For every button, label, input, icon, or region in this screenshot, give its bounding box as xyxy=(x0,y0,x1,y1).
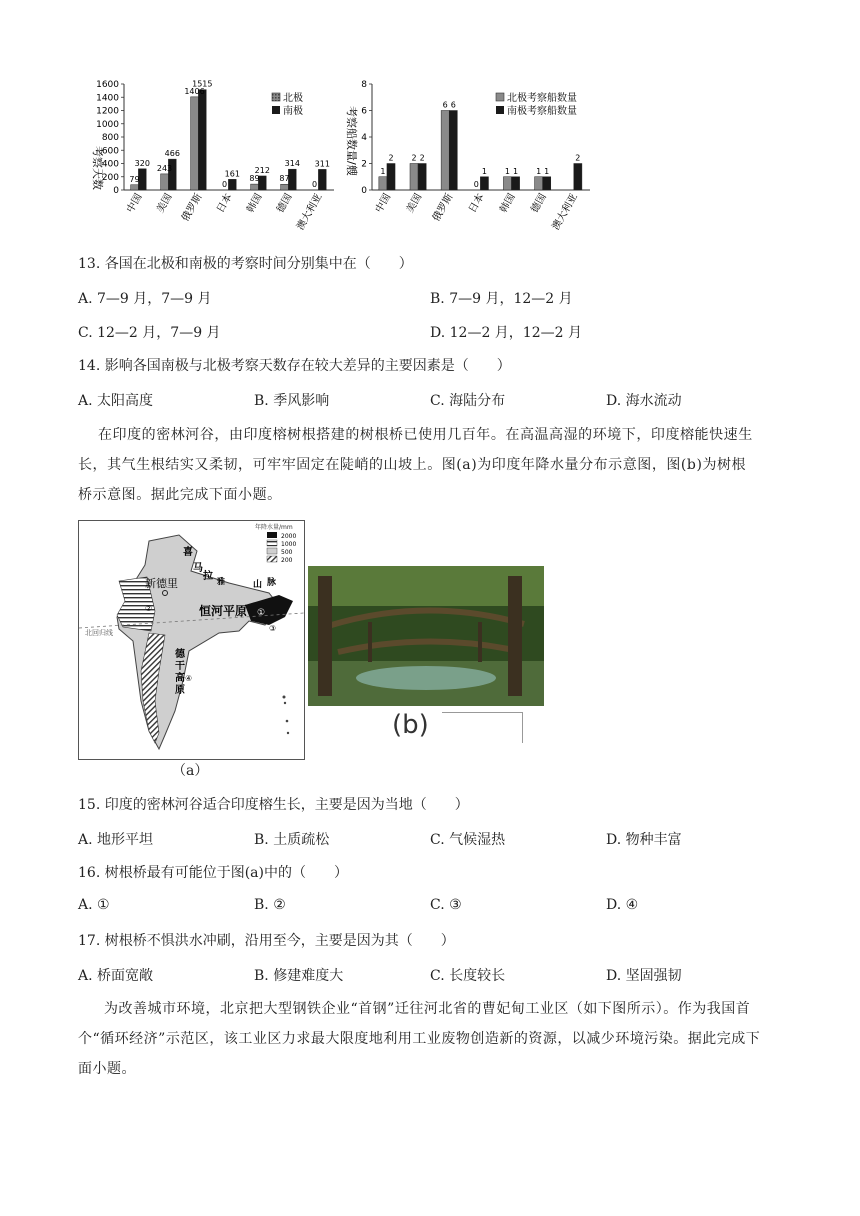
map-caption: （a） xyxy=(172,763,209,779)
passage2-line3: 面小题。 xyxy=(78,1061,136,1077)
c1-bar-1-3 xyxy=(228,179,236,190)
chart1-ylabel: 考察天数 xyxy=(91,146,104,190)
marker-2: ② xyxy=(145,604,153,613)
c1-value-label-1-0: 320 xyxy=(134,158,150,168)
label-tropic: 北回归线 xyxy=(85,629,113,637)
photo-caption: (b) xyxy=(392,710,429,740)
q16-option-b[interactable]: B. ② xyxy=(254,897,286,913)
c1-bar-0-4 xyxy=(251,184,259,190)
c2-category-label-1: 美国 xyxy=(404,192,425,215)
c1-ytick-label-2: 400 xyxy=(101,159,119,170)
label-mai: 脉 xyxy=(267,578,277,588)
map-legend xyxy=(255,523,296,564)
passage2-line1: 为改善城市环境，北京把大型钢铁企业“首钢”迁往河北省的曹妃甸工业区（如下图所示）。作为我国首 xyxy=(104,1001,751,1017)
c1-bar-0-2 xyxy=(191,97,199,190)
c1-category-label-1: 美国 xyxy=(155,192,175,215)
chart-ships xyxy=(342,76,602,236)
c2-value-label-1-0: 2 xyxy=(388,153,394,163)
c1-bar-0-5 xyxy=(281,184,289,190)
chart1-legend xyxy=(272,91,303,117)
q17-option-a[interactable]: A. 桥面宽敞 xyxy=(78,968,154,984)
c1-category-label-6: 澳大利亚 xyxy=(295,192,325,233)
q15-stem: 15. 印度的密林河谷适合印度榕生长，主要是因为当地（ ） xyxy=(78,797,469,813)
c1-value-label-1-4: 212 xyxy=(254,165,270,175)
q13-stem: 13. 各国在北极和南极的考察时间分别集中在（ ） xyxy=(78,256,413,272)
chart2-legend-south: 南极考察船数量 xyxy=(507,106,577,117)
passage1-line2: 长，其气生根结实又柔韧，可牢牢固定在陡峭的山坡上。图(a)为印度年降水量分布示意图，图(b)为树根 xyxy=(78,457,747,473)
c1-category-label-4: 韩国 xyxy=(245,192,265,215)
marker-1: ① xyxy=(257,608,266,618)
c2-category-label-4: 韩国 xyxy=(498,192,518,215)
c1-value-label-1-2: 1515 xyxy=(192,79,213,89)
label-gao: 高 xyxy=(175,673,185,684)
label-xi: 喜 xyxy=(183,547,193,558)
india-rainfall-map xyxy=(78,520,305,760)
c1-bar-0-0 xyxy=(131,185,139,190)
q17-stem: 17. 树根桥不惧洪水冲刷，沿用至今，主要是因为其（ ） xyxy=(78,933,455,949)
c2-value-label-1-1: 2 xyxy=(419,153,425,163)
q14-option-c[interactable]: C. 海陆分布 xyxy=(430,393,506,409)
c1-category-label-2: 俄罗斯 xyxy=(180,192,205,224)
q14-option-a[interactable]: A. 太阳高度 xyxy=(78,393,154,409)
c1-bar-0-1 xyxy=(161,174,169,190)
c2-bar-1-1 xyxy=(418,164,426,191)
c2-value-label-1-3: 1 xyxy=(481,166,487,176)
q15-option-a[interactable]: A. 地形平坦 xyxy=(78,832,154,848)
c2-bar-0-4 xyxy=(503,177,511,190)
q15-option-c[interactable]: C. 气候湿热 xyxy=(430,832,506,848)
c2-value-label-0-1: 2 xyxy=(411,153,417,163)
q13-option-c[interactable]: C. 12—2 月，7—9 月 xyxy=(78,325,221,341)
c1-bar-1-2 xyxy=(198,90,206,190)
q16-stem: 16. 树根桥最有可能位于图(a)中的（ ） xyxy=(78,865,348,881)
c2-ytick-label-4: 8 xyxy=(361,80,367,90)
root-bridge-photo xyxy=(308,566,544,706)
label-gan: 干 xyxy=(175,661,185,672)
c1-value-label-0-2: 1406 xyxy=(184,86,205,96)
map-legend-200: 200 xyxy=(281,557,293,564)
c2-bar-1-2 xyxy=(449,111,457,191)
c1-ytick-label-3: 600 xyxy=(101,146,119,157)
map-legend-2000: 2000 xyxy=(281,533,297,540)
c2-bar-1-5 xyxy=(543,177,551,190)
c2-bar-0-2 xyxy=(441,111,449,191)
c2-value-label-1-2: 6 xyxy=(450,100,456,110)
c1-category-label-3: 日本 xyxy=(215,192,235,215)
c2-value-label-0-3: 0 xyxy=(473,180,479,189)
label-de: 德 xyxy=(175,649,185,660)
c2-bar-0-0 xyxy=(379,177,387,190)
q13-option-a[interactable]: A. 7—9 月，7—9 月 xyxy=(78,291,212,307)
chart2-legend-north: 北极考察船数量 xyxy=(507,93,577,104)
q15-option-d[interactable]: D. 物种丰富 xyxy=(606,832,682,848)
c1-bar-1-6 xyxy=(318,169,326,190)
q14-option-d[interactable]: D. 海水流动 xyxy=(606,393,682,409)
q14-stem: 14. 影响各国南极与北极考察天数存在较大差异的主要因素是（ ） xyxy=(78,358,511,374)
c1-value-label-1-1: 466 xyxy=(164,149,180,159)
q15-option-b[interactable]: B. 土质疏松 xyxy=(254,832,330,848)
c2-category-label-5: 德国 xyxy=(529,192,549,215)
c2-category-label-0: 中国 xyxy=(373,192,394,215)
chart2-legend xyxy=(496,91,577,117)
passage2-line2: 个“循环经济”示范区，该工业区力求最大限度地利用工业废物创造新的资源，以减少环境污染。据此完成下 xyxy=(78,1031,761,1047)
c2-ytick-label-2: 4 xyxy=(361,133,367,143)
c2-ytick-label-1: 2 xyxy=(361,159,367,170)
c2-bar-1-0 xyxy=(387,164,395,191)
c2-bar-0-5 xyxy=(535,177,543,190)
c2-bar-1-6 xyxy=(574,164,582,191)
passage1-line1: 在印度的密林河谷，由印度榕树根搭建的树根桥已使用几百年。在高温高湿的环境下，印度榕能快速生 xyxy=(98,427,753,443)
label-ya: 雅 xyxy=(217,577,225,586)
c1-ytick-label-7: 1400 xyxy=(96,93,119,104)
c2-value-label-0-0: 1 xyxy=(380,166,386,176)
c1-ytick-label-0: 0 xyxy=(113,186,119,196)
c2-value-label-0-4: 1 xyxy=(504,166,511,176)
c1-value-label-0-0: 79 xyxy=(129,174,140,184)
c1-ytick-label-5: 1000 xyxy=(96,119,119,130)
c2-ytick-label-0: 0 xyxy=(361,186,367,196)
c1-value-label-0-3: 0 xyxy=(221,180,228,189)
c2-bar-1-3 xyxy=(480,177,488,190)
passage-banyan xyxy=(78,420,784,510)
chart2-ylabel: 考察船数量/艘 xyxy=(345,106,358,176)
label-delhi: 新德里 xyxy=(145,577,178,590)
chart1-legend-north: 北极 xyxy=(283,93,303,104)
c2-ytick-label-3: 6 xyxy=(361,106,367,117)
map-legend-1000: 1000 xyxy=(281,541,297,548)
chart-days xyxy=(80,76,340,236)
c1-category-label-5: 德国 xyxy=(275,192,295,215)
marker-3: ③ xyxy=(269,624,277,633)
q16-option-a[interactable]: A. ① xyxy=(78,897,110,913)
label-shan: 山 xyxy=(253,580,263,590)
c2-category-label-2: 俄罗斯 xyxy=(430,192,456,224)
c2-category-label-6: 澳大利亚 xyxy=(550,192,581,233)
c2-value-label-1-4: 1 xyxy=(513,166,519,176)
c2-bar-1-4 xyxy=(512,177,520,190)
c1-category-label-0: 中国 xyxy=(125,192,145,215)
q13-option-b[interactable]: B. 7—9 月，12—2 月 xyxy=(430,291,573,307)
map-legend-title: 年降水量/mm xyxy=(255,524,293,531)
c2-bar-0-1 xyxy=(410,164,418,191)
q17-option-c[interactable]: C. 长度较长 xyxy=(430,968,506,984)
q16-option-d[interactable]: D. ④ xyxy=(606,897,639,913)
label-ganges: 恒河平原 xyxy=(199,604,248,618)
map-legend-500: 500 xyxy=(281,549,293,556)
c1-value-label-1-3: 161 xyxy=(224,169,240,179)
marker-4: ④ xyxy=(185,674,193,683)
c2-category-label-3: 日本 xyxy=(467,192,487,215)
photo-caption-frame xyxy=(442,712,523,743)
c1-value-label-1-5: 314 xyxy=(284,159,300,169)
c2-value-label-1-6: 2 xyxy=(575,153,581,163)
c1-ytick-label-1: 200 xyxy=(101,172,119,183)
c1-ytick-label-6: 1200 xyxy=(96,106,119,117)
c2-value-label-0-2: 6 xyxy=(442,100,448,110)
chart1-legend-south: 南极 xyxy=(283,106,303,117)
passage-shougang xyxy=(78,994,784,1084)
c1-value-label-0-5: 87 xyxy=(279,174,290,184)
c1-ytick-label-8: 1600 xyxy=(96,80,119,90)
passage1-line3: 桥示意图。据此完成下面小题。 xyxy=(78,487,282,503)
c2-value-label-1-5: 1 xyxy=(544,166,550,176)
label-la: 拉 xyxy=(203,571,213,582)
label-yuan: 原 xyxy=(175,685,185,696)
q16-option-c[interactable]: C. ③ xyxy=(430,897,462,913)
c1-value-label-0-1: 243 xyxy=(156,163,173,173)
c1-ytick-label-4: 800 xyxy=(101,133,119,143)
q17-option-d[interactable]: D. 坚固强韧 xyxy=(606,968,682,984)
c2-value-label-0-5: 1 xyxy=(536,166,542,176)
q13-option-d[interactable]: D. 12—2 月，12—2 月 xyxy=(430,325,582,341)
label-ma: 马 xyxy=(193,563,203,574)
q14-option-b[interactable]: B. 季风影响 xyxy=(254,393,330,409)
q17-option-b[interactable]: B. 修建难度大 xyxy=(254,968,344,984)
c1-value-label-0-4: 89 xyxy=(249,174,260,184)
c1-value-label-1-6: 311 xyxy=(314,159,330,169)
c1-value-label-0-6: 0 xyxy=(311,180,318,189)
